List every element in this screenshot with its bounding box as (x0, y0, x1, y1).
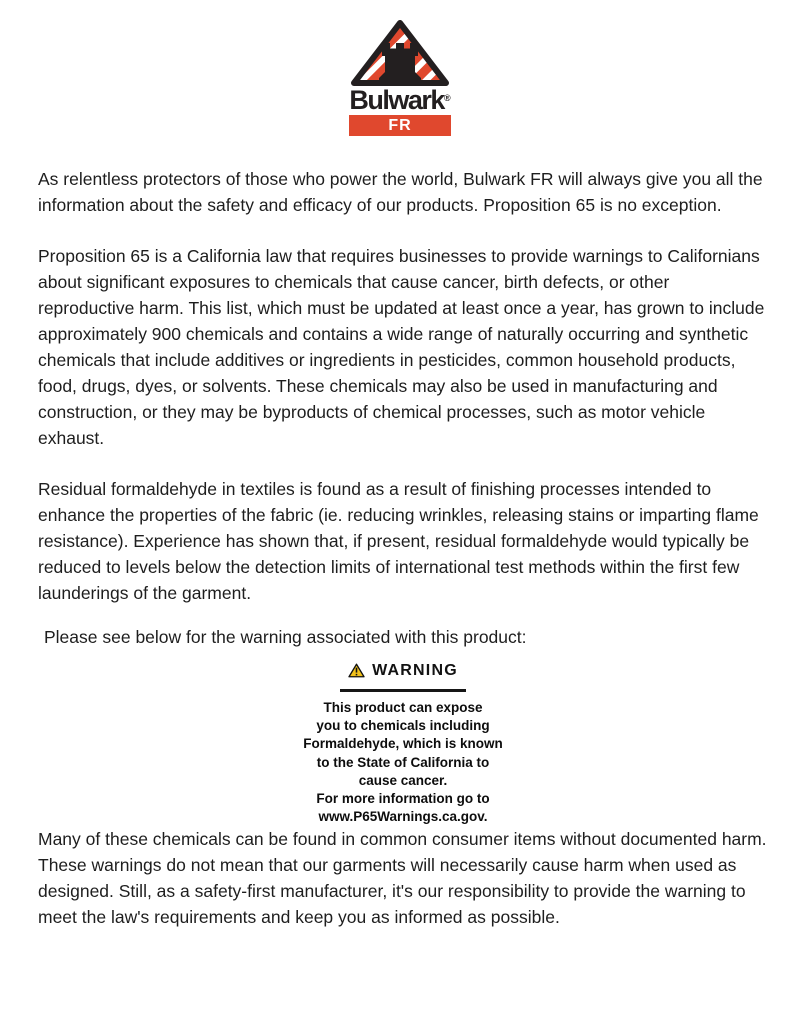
logo-fr-text: FR (388, 117, 412, 134)
warning-heading (348, 661, 458, 681)
paragraph-closing: Many of these chemicals can be found in common consumer items without documented harm. These warnings do not mean that our garments will necessarily cause harm when used as designed. Still, as a safety-first manufacturer, it's our responsibility to provide the warning to meet the law's requirements and keep you as informed as possible. (38, 829, 767, 928)
document-body (0, 136, 800, 930)
castle-rook-icon (379, 43, 421, 81)
warning-line: to the State of California to (316, 754, 490, 770)
paragraph-formaldehyde: Residual formaldehyde in textiles is found as a result of finishing processes intended to enhance the properties of the fabric (ie. reducing wrinkles, releasing stains or imparting flame resistance). Experience has shown that, if present, residual formaldehyde would typically be reduced to levels below the detection limits of international test methods within the first few launderings of the garment. (38, 479, 759, 603)
p65-warnings-url[interactable]: www.P65Warnings.ca.gov. (318, 809, 488, 825)
warning-triangle-icon (348, 663, 365, 678)
bulwark-castle-triangle-icon (350, 20, 450, 86)
logo-brand-text: Bulwark (349, 85, 444, 115)
logo-fr-band (349, 115, 451, 136)
warning-line: Formaldehyde, which is known (303, 736, 503, 752)
warning-line: you to chemicals including (316, 718, 490, 734)
warning-line: This product can expose (323, 700, 483, 715)
prop65-warning-label (278, 659, 528, 826)
warning-line: cause cancer. (358, 772, 448, 788)
warning-underline (340, 689, 466, 692)
paragraph-prop65-explainer: Proposition 65 is a California law that requires businesses to provide warnings to Californians about significant exposures to chemicals that cause cancer, birth defects, or other reproductive harm. This list, which must be updated at least once a year, has grown to include approximately 900 chemicals and contains a wide range of naturally occurring and synthetic chemicals that include additives or ingredients in pesticides, common household products, food, drugs, dyes, or solvents. These chemicals may also be used in manufacturing and construction, or they may be byproducts of chemical processes, such as motor vehicle exhaust. (38, 246, 765, 448)
registered-trademark-icon: ® (443, 93, 451, 103)
bulwark-fr-logo (349, 20, 451, 136)
lead-in-line: Please see below for the warning associated with this product: (44, 627, 527, 647)
warning-line: For more information go to (316, 791, 490, 807)
warning-heading-text: WARNING (372, 661, 458, 679)
warning-text (278, 699, 528, 826)
logo-wordmark (349, 87, 451, 113)
paragraph-intro: As relentless protectors of those who power the world, Bulwark FR will always give you all the information about the safety and efficacy of our products. Proposition 65 is no exception. (38, 169, 763, 215)
